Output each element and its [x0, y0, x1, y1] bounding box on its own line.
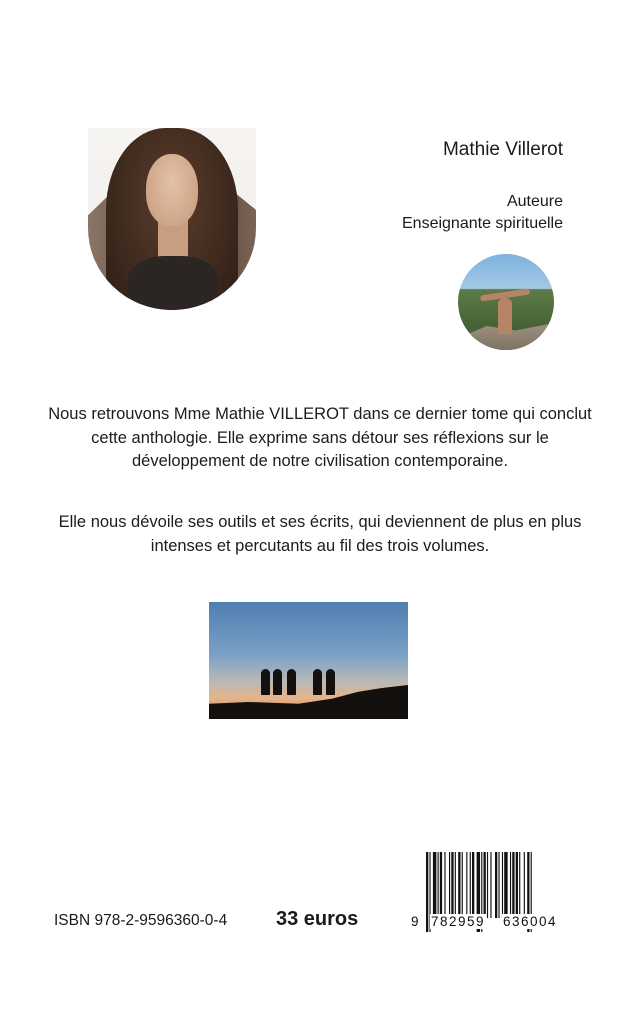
- barcode-first-digit: 9: [411, 914, 419, 929]
- barcode-digits: [412, 914, 570, 934]
- author-name: Mathie Villerot: [442, 139, 563, 160]
- price-label: 33 euros: [276, 908, 359, 930]
- sunset-silhouette-photo: [209, 602, 408, 719]
- barcode-left-group: 782959: [431, 914, 486, 929]
- description-paragraph: Elle nous dévoile ses outils et ses écrits, qui deviennent de plus en plus intenses et percutants au fil des trois volumes.: [58, 513, 582, 555]
- author-outdoor-photo: [458, 254, 554, 350]
- author-portrait-photo: [88, 128, 256, 310]
- description-paragraph: Nous retrouvons Mme Mathie VILLEROT dans ce dernier tome qui conclut cette anthologie. Elle exprime sans détour ses réflexions sur le développement de notre civilisation contemporaine.: [48, 405, 592, 470]
- author-role: Enseignante spirituelle: [402, 215, 563, 232]
- barcode-right-group: 636004: [503, 914, 558, 929]
- isbn-label: ISBN 978-2-9596360-0-4: [54, 912, 228, 929]
- author-role: Auteure: [506, 193, 563, 210]
